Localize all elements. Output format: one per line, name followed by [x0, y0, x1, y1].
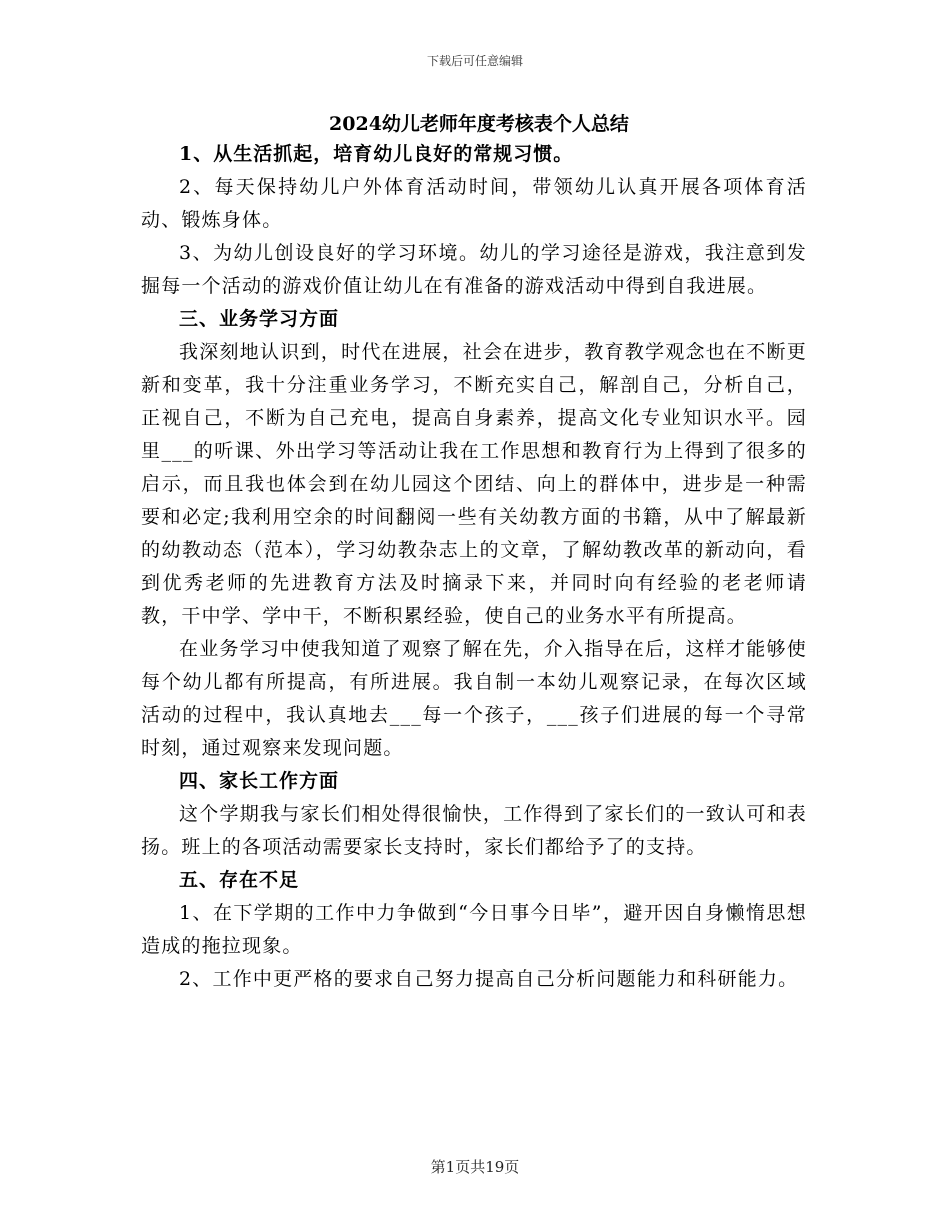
paragraph-shortcoming-2: 2、工作中更严格的要求自己努力提高自己分析问题能力和科研能力。 — [179, 968, 799, 990]
page-header: 下载后可任意编辑 — [426, 54, 523, 68]
paragraph-business-study: 我深刻地认识到，时代在进展，社会在进步，教育教学观念也在不断更新和变革，我十分注重业务学习，不断充实自己，解剖自己，分析自己，正视自己，不断为自己充电，提高自身素养，提高文化专业知识水平。园里___的听课、外出学习等活动让我在工作思想和教育行为上得到了很多的启示，而且我也体会到在幼儿园这个团结、向上的群体中，进步是一种需要和必定;我利用空余的时间翻阅一些有关幼教方面的书籍，从中了解最新的幼教动态（范本），学习幼教杂志上的文章，了解幼教改革的新动向，看到优秀老师的先进教育方法及时摘录下来，并同时向有经验的老老师请教，干中学、学中干，不断积累经验，使自己的业务水平有所提高。 — [141, 341, 807, 627]
paragraph-shortcoming-1: 1、在下学期的工作中力争做到“今日事今日毕”，避开因自身懒惰思想造成的拖拉现象。 — [141, 902, 807, 957]
document-title: 2024幼儿老师年度考核表个人总结 — [329, 113, 629, 135]
page-footer: 第1页共19页 — [430, 1158, 520, 1176]
paragraph-parent-work: 这个学期我与家长们相处得很愉快，工作得到了家长们的一致认可和表扬。班上的各项活动需要家长支持时，家长们都给予了的支持。 — [141, 803, 807, 858]
paragraph-observation: 在业务学习中使我知道了观察了解在先，介入指导在后，这样才能够使每个幼儿都有所提高，有所进展。我自制一本幼儿观察记录，在每次区域活动的过程中，我认真地去___每一个孩子，___孩子们进展的每一个寻常时刻，通过观察来发现问题。 — [141, 638, 807, 759]
document-body — [141, 106, 807, 996]
section-heading-parent-work: 四、家长工作方面 — [179, 770, 340, 792]
section-heading-business-study: 三、业务学习方面 — [179, 308, 340, 330]
paragraph-outdoor-activity: 2、每天保持幼儿户外体育活动时间，带领幼儿认真开展各项体育活动、锻炼身体。 — [141, 176, 807, 231]
paragraph-learning-environment: 3、为幼儿创设良好的学习环境。幼儿的学习途径是游戏，我注意到发掘每一个活动的游戏价值让幼儿在有准备的游戏活动中得到自我进展。 — [141, 242, 807, 297]
section-heading-shortcomings: 五、存在不足 — [179, 869, 300, 891]
section-heading-habits: 1、从生活抓起，培育幼儿良好的常规习惯。 — [179, 143, 574, 165]
